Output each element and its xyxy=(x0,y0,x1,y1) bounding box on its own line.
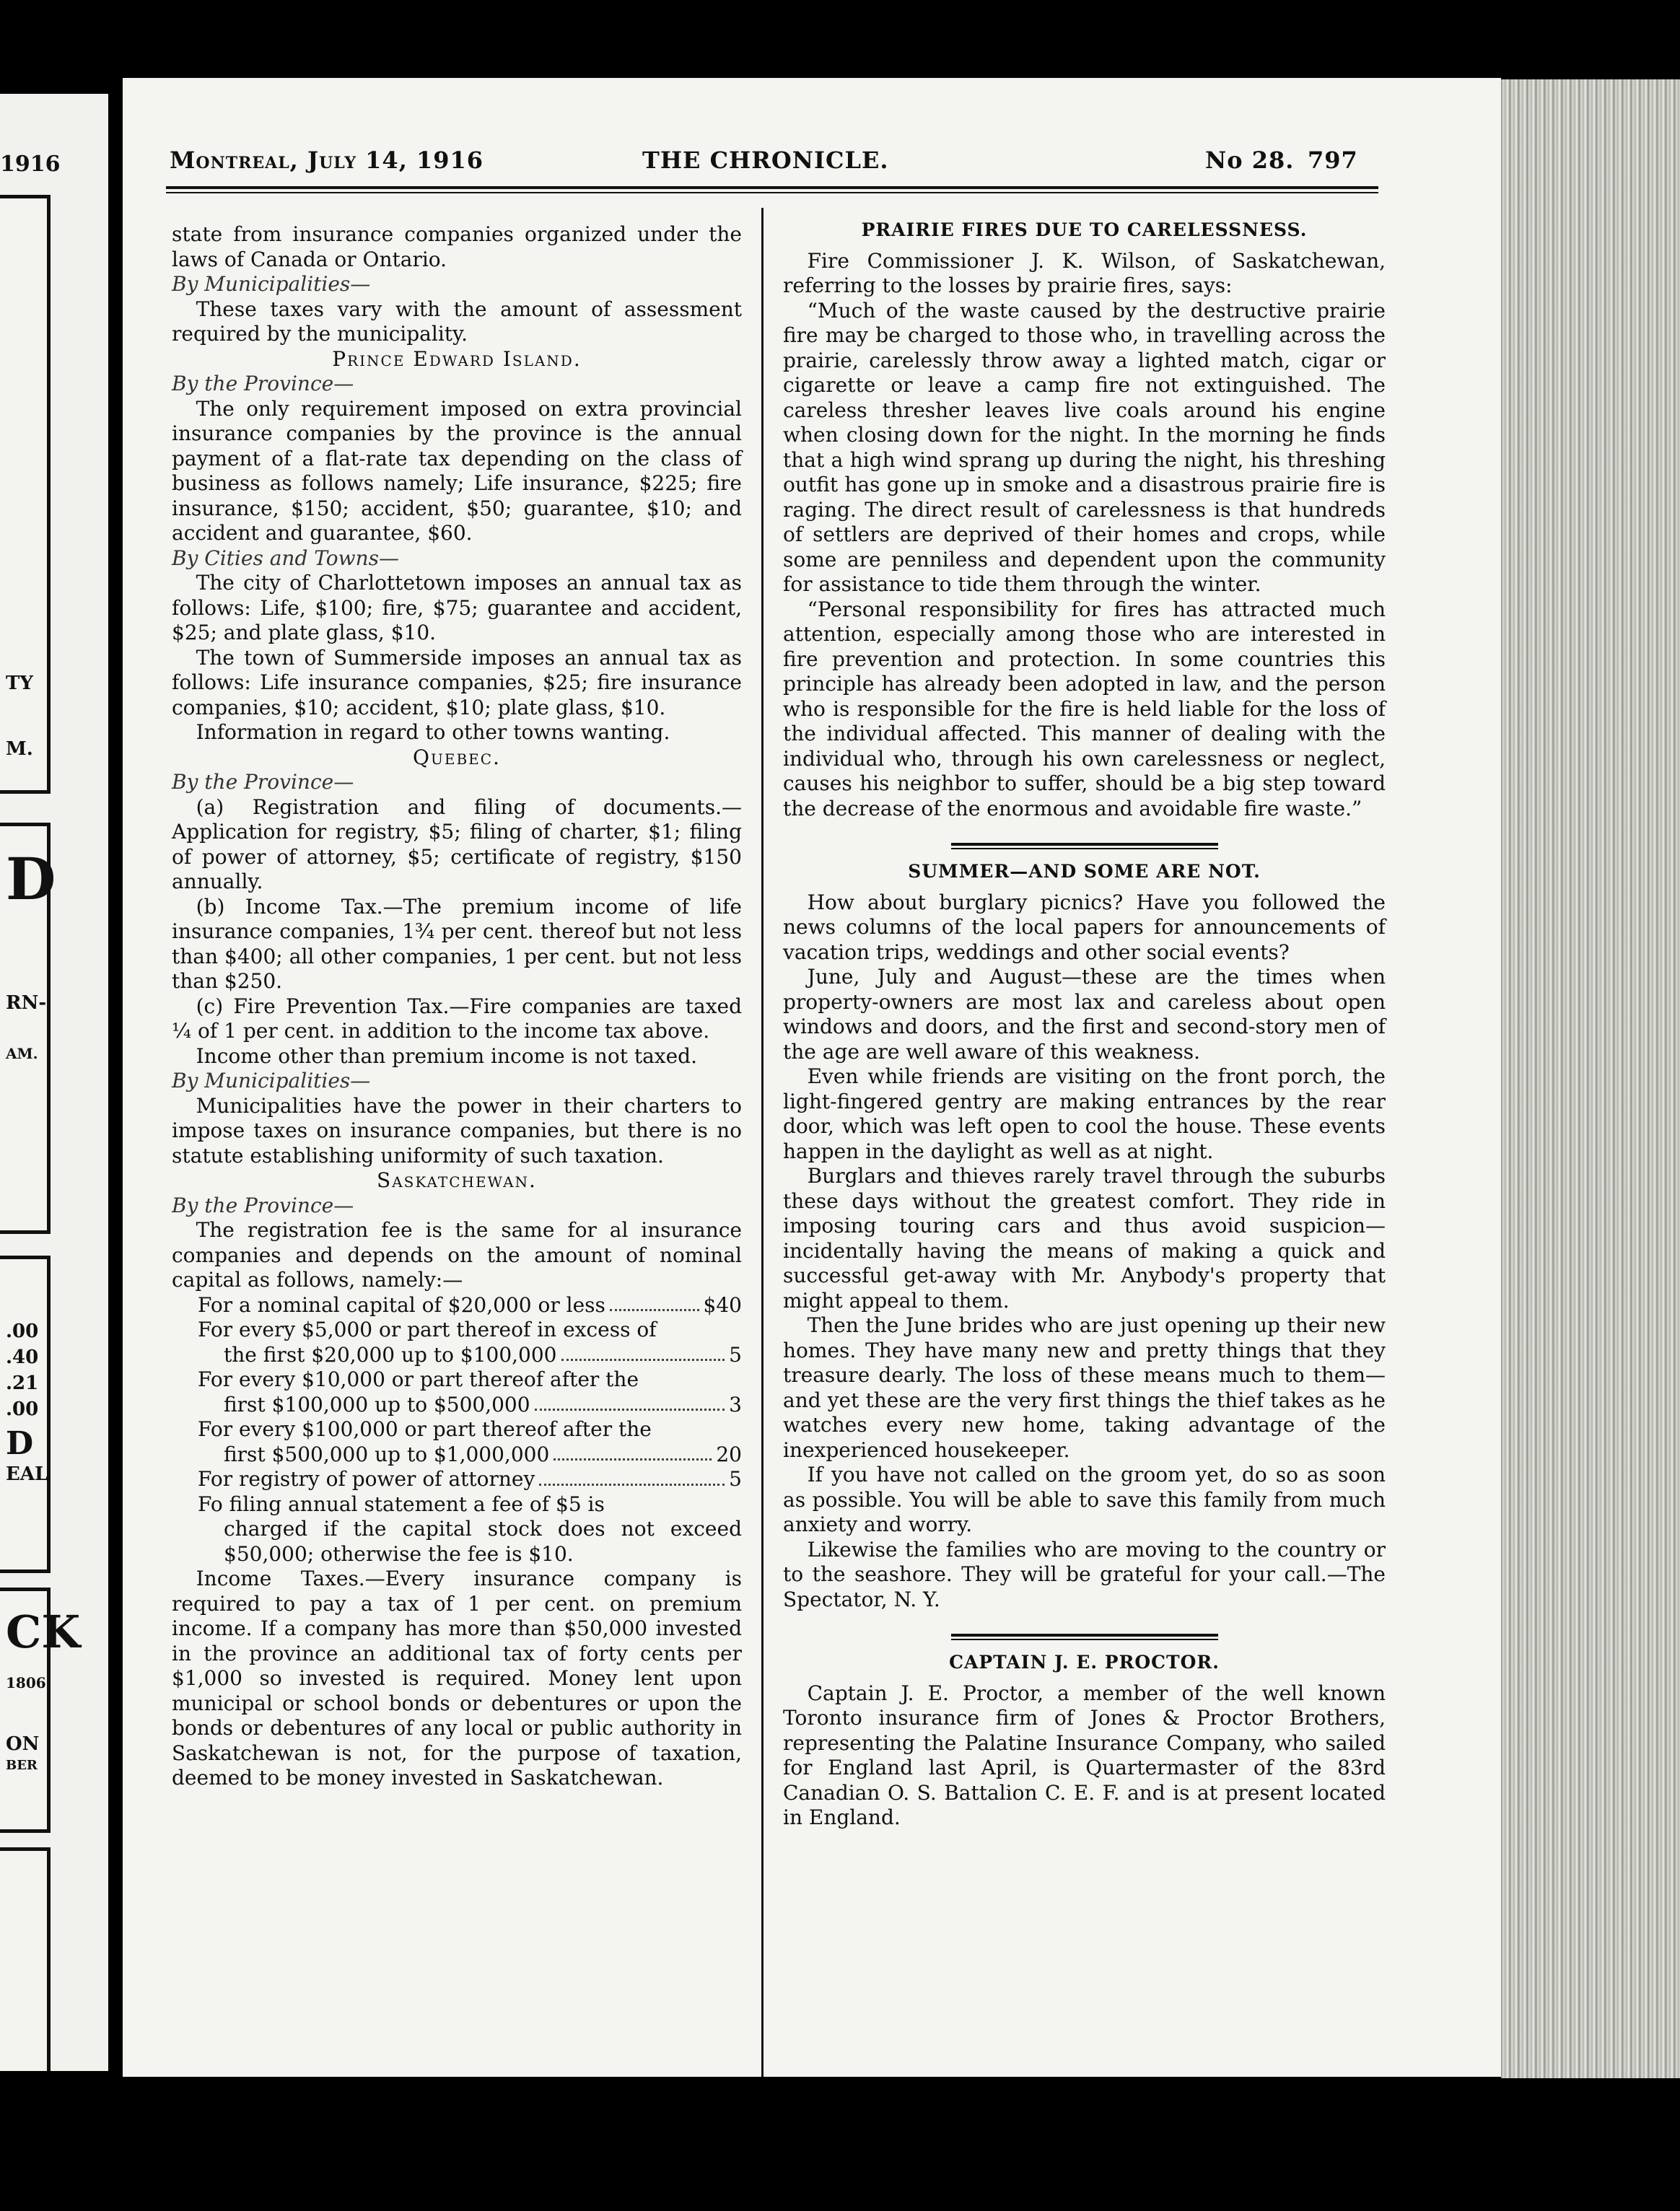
fee-line xyxy=(198,1467,742,1492)
section-heading: Prince Edward Island. xyxy=(332,346,582,371)
adjacent-page-fragment: .00 xyxy=(6,1398,39,1420)
adjacent-page-fragment: .21 xyxy=(6,1372,39,1394)
paragraph: Fire Commissioner J. K. Wilson, of Saskatchewan, referring to the losses by prairie fires, says: xyxy=(783,248,1386,297)
adjacent-page-fragment: AM. xyxy=(6,1045,38,1062)
paragraph: Municipalities have the power in their charters to impose taxes on insurance companies, but there is no statute establishing uniformity of such taxation. xyxy=(172,1093,742,1168)
article-heading: PRAIRIE FIRES DUE TO CARELESSNESS. xyxy=(861,219,1308,240)
column-separator xyxy=(761,208,764,2077)
section-heading: Quebec. xyxy=(413,745,501,769)
header-page-number: 797 xyxy=(1308,146,1358,174)
paragraph: Then the June brides who are just opening up their new homes. They have many new and pretty things that they treasure dearly. The loss of these means much to them—and yet these are the very first things the thief takes as he watches every new home, taking advantage of the inexperienced housekeeper. xyxy=(783,1313,1386,1462)
fee-description: first $500,000 up to $1,000,000 xyxy=(224,1442,550,1466)
fee-row xyxy=(172,1367,742,1417)
fee-description: the first $20,000 up to $100,000 xyxy=(224,1342,557,1367)
adjacent-page-fragment: TY xyxy=(6,673,33,694)
paragraph: Even while friends are visiting on the front porch, the light-fingered gentry are making entrances by the rear door, which was left open to cool the house. These events happen in the daylight as well as at night. xyxy=(783,1064,1386,1163)
paragraph: The city of Charlottetown imposes an annual tax as follows: Life, $100; fire, $75; guarantee and accident, $25; and plate glass, $10. xyxy=(172,571,742,644)
fee-line: charged if the capital stock does not exceed $50,000; otherwise the fee is $10. xyxy=(224,1517,742,1566)
paragraph: (b) Income Tax.—The premium income of life insurance companies, 1¾ per cent. thereof but not less than $400; all other companies, 1 per cent. but not less than $250. xyxy=(172,894,742,993)
left-column xyxy=(172,222,742,1791)
paragraph: If you have not called on the groom yet, do so as soon as possible. You will be able to save this family from much anxiety and worry. xyxy=(783,1463,1386,1536)
income-taxes-paragraph: Income Taxes.—Every insurance company is required to pay a tax of 1 per cent. on premium income. If a company has more than $50,000 invested in the province an additional tax of forty cents per $1,000 so invested is required. Money lent upon municipal or school bonds or debentures or upon the bonds or debentures of any local or public authority in Saskatchewan is not, for the purpose of taxation, deemed to be money invested in Saskatchewan. xyxy=(172,1567,742,1790)
section-subheading: By the Province— xyxy=(172,372,354,395)
dot-leader xyxy=(554,1458,712,1461)
header-title: THE CHRONICLE. xyxy=(642,146,889,174)
adjacent-page-fragment: D xyxy=(6,845,56,913)
paragraph: The town of Summerside imposes an annual tax as follows: Life insurance companies, $25; fire insurance companies, $10; accident, $10; plate glass, $10. xyxy=(172,645,742,719)
fee-amount: $40 xyxy=(703,1292,742,1317)
book-page-edges xyxy=(1501,79,1680,2078)
header-issue: No 28. xyxy=(1205,146,1295,174)
section-heading: Saskatchewan. xyxy=(377,1168,537,1192)
fee-schedule xyxy=(172,1293,742,1567)
article-heading: CAPTAIN J. E. PROCTOR. xyxy=(949,1652,1220,1673)
paragraph: How about burglary picnics? Have you followed the news columns of the local papers for announcements of vacation trips, weddings and other social events? xyxy=(783,890,1386,964)
fee-line xyxy=(224,1393,742,1418)
fee-line: For every $10,000 or part thereof after the xyxy=(198,1367,639,1391)
article-separator xyxy=(951,1634,1218,1640)
fee-amount: 3 xyxy=(729,1392,742,1417)
header-city-date: Montreal, July 14, 1916 xyxy=(170,146,484,174)
article-captain-proctor xyxy=(783,1650,1386,1831)
paragraph: Information in regard to other towns wanting. xyxy=(196,720,670,744)
paragraph: Captain J. E. Proctor, a member of the well known Toronto insurance firm of Jones & Proctor Brothers, representing the Palatine Insurance Company, who sailed for England last April, is Quartermaster of the 83rd Canadian O. S. Battalion C. E. F. and is at present located in England. xyxy=(783,1681,1386,1829)
fee-description: For a nominal capital of $20,000 or less xyxy=(198,1292,605,1317)
article-heading: SUMMER—AND SOME ARE NOT. xyxy=(908,861,1261,882)
fee-line xyxy=(224,1442,742,1468)
fee-description: For registry of power of attorney xyxy=(198,1467,535,1491)
adjacent-page-fragment: .40 xyxy=(6,1347,39,1368)
paragraph: “Much of the waste caused by the destructive prairie fire may be charged to those who, in travelling across the prairie, carelessly throw away a lighted match, cigar or cigarette or leave a camp fire not extinguished. The careless thresher leaves live coals around his engine when closing down for the night. In the morning he finds that a high wind sprang up during the night, his threshing outfit has gone up in smoke and a disastrous prairie fire is raging. The direct result of carelessness is that hundreds of settlers are deprived of their homes and crops, while some are penniless and dependent upon the community for assistance to tide them through the winter. xyxy=(783,298,1386,596)
adjacent-page-fragment: ON xyxy=(6,1733,40,1755)
fee-amount: 5 xyxy=(729,1467,742,1491)
section-subheading: By the Province— xyxy=(172,770,354,794)
paragraph: The registration fee is the same for al insurance companies and depends on the amount of nominal capital as follows, namely:— xyxy=(172,1218,742,1292)
adjacent-page-fragment: BER xyxy=(6,1758,38,1773)
fee-line: For every $100,000 or part thereof after the xyxy=(198,1417,652,1441)
adjacent-page-fragment: EAL xyxy=(6,1463,48,1485)
section-subheading: By Cities and Towns— xyxy=(172,546,399,570)
fee-row xyxy=(172,1417,742,1467)
adjacent-page xyxy=(0,94,108,2071)
fee-row xyxy=(172,1318,742,1367)
paragraph: Likewise the families who are moving to the country or to the seashore. They will be grateful for your call.—The Spectator, N. Y. xyxy=(783,1537,1386,1611)
article-prairie-fires xyxy=(783,218,1386,821)
fee-amount: 5 xyxy=(729,1342,742,1367)
newspaper-page xyxy=(123,78,1501,2077)
fee-description: first $100,000 up to $500,000 xyxy=(224,1392,530,1417)
adjacent-page-fragment: .00 xyxy=(6,1321,39,1342)
dot-leader xyxy=(539,1484,725,1486)
paragraph: Burglars and thieves rarely travel through the suburbs these days without the greatest comfort. They ride in imposing touring cars and thus avoid suspicion—incidentally having the means of making a quick and successful get-away with Mr. Anybody's property that might appeal to them. xyxy=(783,1164,1386,1313)
section-subheading: By Municipalities— xyxy=(172,272,371,296)
adjacent-page-ad-box xyxy=(0,1847,51,2071)
fee-row xyxy=(172,1467,742,1492)
section-subheading: By Municipalities— xyxy=(172,1069,371,1093)
paragraph: (c) Fire Prevention Tax.—Fire companies are taxed ¼ of 1 per cent. in addition to the income tax above. xyxy=(172,994,742,1043)
left-column-sections xyxy=(172,222,742,1293)
paragraph: “Personal responsibility for fires has attracted much attention, especially among those who are interested in fire prevention and protection. In some countries this principle has already been adopted in law, and the person who is responsible for the fire is held liable for the loss of the individual affected. This manner of dealing with the individual who, through his own carelessness or neglect, causes his neighbor to suffer, should be a big step toward the decrease of the enormous and avoidable fire waste.” xyxy=(783,597,1386,820)
fee-line: For every $5,000 or part thereof in excess of xyxy=(198,1318,657,1341)
right-column xyxy=(783,214,1386,1831)
paragraph: June, July and August—these are the times when property-owners are most lax and careless about open windows and doors, and the first and second-story men of the age are well aware of this weakness. xyxy=(783,965,1386,1064)
adjacent-page-fragment: M. xyxy=(6,738,33,760)
header-rule xyxy=(166,186,1378,193)
dot-leader xyxy=(561,1359,725,1361)
adjacent-page-fragment: D xyxy=(6,1425,34,1462)
fee-line xyxy=(198,1293,742,1318)
fee-line xyxy=(224,1343,742,1368)
adjacent-page-ad-box xyxy=(0,195,51,794)
fee-row xyxy=(172,1293,742,1318)
adjacent-page-year: 1916 xyxy=(0,152,61,177)
adjacent-page-fragment: CK xyxy=(6,1606,81,1658)
paragraph: These taxes vary with the amount of assessment required by the municipality. xyxy=(172,297,742,346)
paragraph: state from insurance companies organized under the laws of Canada or Ontario. xyxy=(172,222,742,271)
paragraph: (a) Registration and filing of documents.—Application for registry, $5; filing of charter, $1; filing of power of attorney, $5; certificate of registry, $150 annually. xyxy=(172,794,742,893)
section-subheading: By the Province— xyxy=(172,1193,354,1217)
fee-line: Fo filing annual statement a fee of $5 is xyxy=(198,1492,605,1516)
fee-amount: 20 xyxy=(716,1442,742,1466)
article-separator xyxy=(951,843,1218,849)
article-summer xyxy=(783,859,1386,1612)
paragraph: Income other than premium income is not taxed. xyxy=(196,1043,697,1068)
adjacent-page-fragment: 1806 xyxy=(6,1674,46,1691)
adjacent-page-fragment: RN- xyxy=(6,992,47,1014)
dot-leader xyxy=(535,1409,725,1411)
fee-row xyxy=(172,1492,742,1567)
dot-leader xyxy=(610,1309,699,1311)
paragraph: The only requirement imposed on extra provincial insurance companies by the province is the annual payment of a flat-rate tax depending on the class of business as follows namely; Life insurance, $225; fire insurance, $150; accident, $50; guarantee, $10; and accident and guarantee, $60. xyxy=(172,396,742,545)
